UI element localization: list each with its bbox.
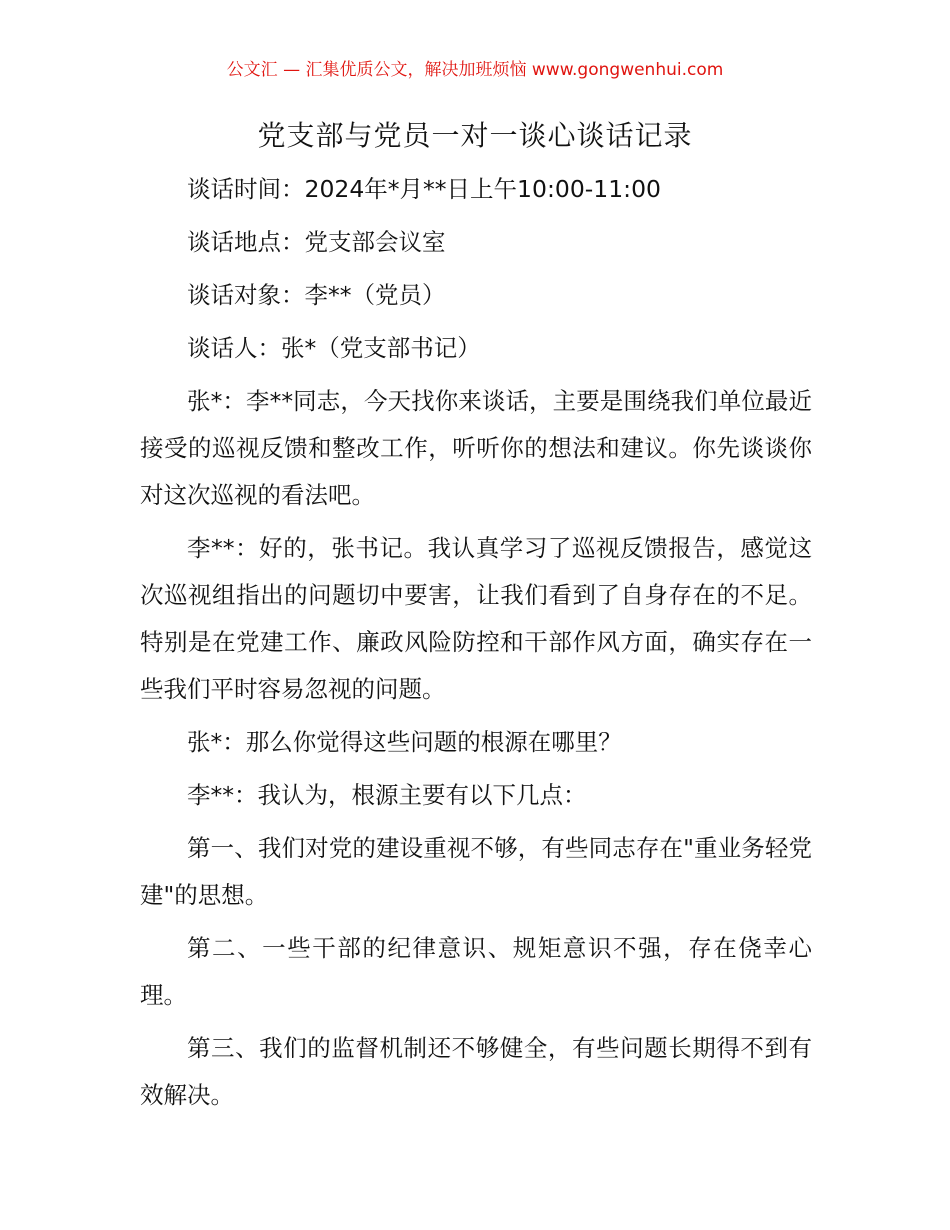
interviewer: 谈话人：张*（党支部书记） <box>187 334 481 362</box>
site-banner: 公文汇 — 汇集优质公文，解决加班烦恼 www.gongwenhui.com <box>226 60 724 80</box>
dialogue-paragraph: 张*：李**同志，今天找你来谈话，主要是围绕我们单位最近接受的巡视反馈和整改工作，听听你的想法和建议。你先谈谈你对这次巡视的看法吧。 <box>140 387 812 509</box>
document-title: 党支部与党员一对一谈心谈话记录 <box>257 119 693 152</box>
meeting-time: 谈话时间：2024年*月**日上午10:00-11:00 <box>187 175 661 203</box>
list-point: 第二、一些干部的纪律意识、规矩意识不强，存在侥幸心理。 <box>140 934 812 1009</box>
dialogue-paragraph: 张*：那么你觉得这些问题的根源在哪里？ <box>187 728 622 756</box>
dialogue-paragraph: 李**：我认为，根源主要有以下几点： <box>187 781 587 809</box>
list-point: 第一、我们对党的建设重视不够，有些同志存在"重业务轻党建"的思想。 <box>140 834 812 909</box>
list-point: 第三、我们的监督机制还不够健全，有些问题长期得不到有效解决。 <box>140 1034 812 1109</box>
interviewee: 谈话对象：李**（党员） <box>187 281 446 309</box>
meeting-location: 谈话地点：党支部会议室 <box>187 228 446 256</box>
document-body <box>140 166 812 1125</box>
dialogue-paragraph: 李**：好的，张书记。我认真学习了巡视反馈报告，感觉这次巡视组指出的问题切中要害，让我们看到了自身存在的不足。特别是在党建工作、廉政风险防控和干部作风方面，确实存在一些我们平时容易忽视的问题。 <box>140 534 812 703</box>
